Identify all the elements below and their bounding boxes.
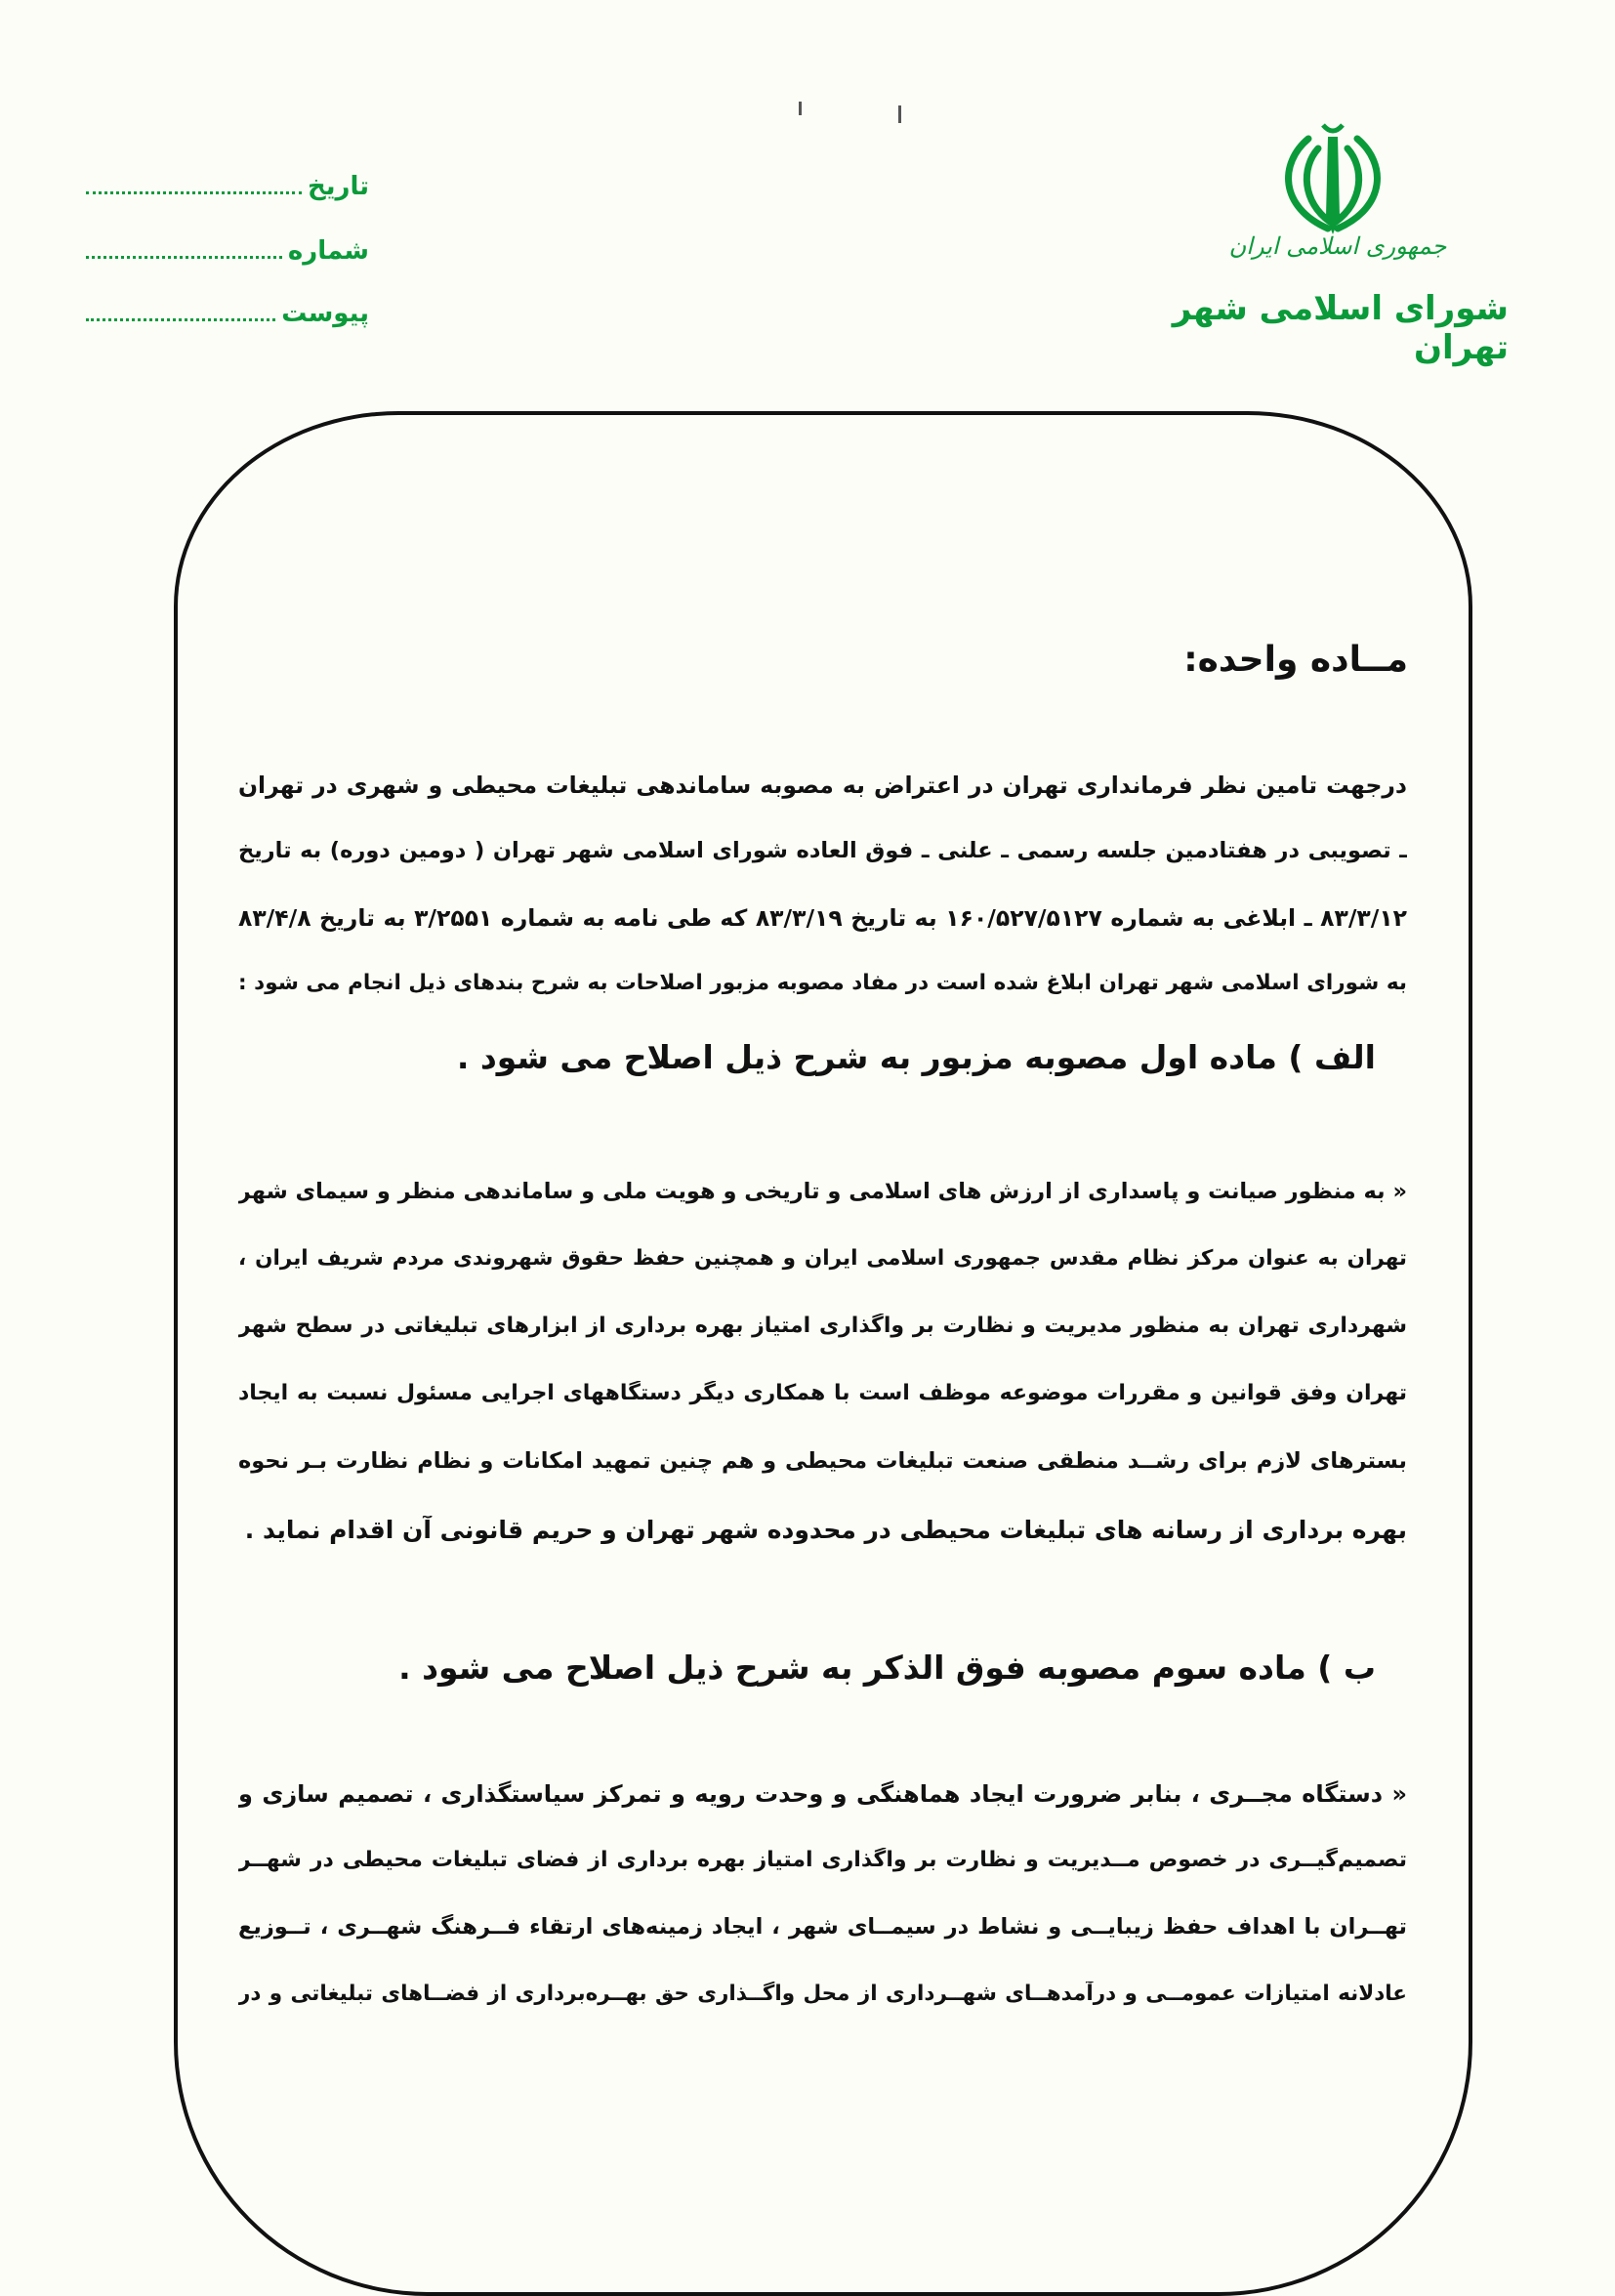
organization-name: شورای اسلامی شهر تهران <box>1172 289 1509 367</box>
paragraph1-line: به شورای اسلامی شهر تهران ابلاغ شده است در مفاد مصوبه مزبور اصلاحات به شرح بندهای ذیل انجام می شود : <box>238 971 1407 995</box>
emblem-caption: جمهوری اسلامی ایران <box>1228 232 1447 260</box>
paragraph1-line: ۸۳/۳/۱۲ ـ ابلاغی به شماره ۱۶۰/۵۲۷/۵۱۲۷ به تاریخ ۸۳/۳/۱۹ که طی نامه به شماره ۳/۲۵۵۱ به تاریخ ۸۳/۴/۸ <box>238 904 1407 932</box>
attachment-dotted-line <box>86 318 275 321</box>
section-a-heading: الف ) ماده اول مصوبه مزبور به شرح ذیل اصلاح می شود . <box>456 1038 1376 1076</box>
paragraph2-line: بهره برداری از رسانه های تبلیغات محیطی در محدوده شهر تهران و حریم قانونی آن اقدام نماید . <box>244 1516 1407 1544</box>
paragraph3-line: تصمیم‌گیــری در خصوص مــدیریت و نظارت بر واگذاری امتیاز بهره برداری از فضای تبلیغات محیطی در شهــر <box>238 1848 1407 1872</box>
paragraph2-line: تهران به عنوان مرکز نظام مقدس جمهوری اسلامی ایران و همچنین حفظ حقوق شهروندی مردم شریف ایران ، <box>238 1246 1407 1271</box>
number-label: شماره <box>287 236 369 266</box>
section-b-heading: ب ) ماده سوم مصوبه فوق الذکر به شرح ذیل اصلاح می شود . <box>398 1649 1376 1687</box>
attachment-label: پیوست <box>281 299 369 328</box>
scan-speck <box>898 105 901 123</box>
paragraph2-line: تهران وفق قوانین و مقررات موضوعه موظف است با همکاری دیگر دستگاههای اجرایی مسئول نسبت به ایجاد <box>238 1381 1407 1405</box>
content-frame <box>174 411 1472 2296</box>
paragraph1-line: ـ تصویبی در هفتادمین جلسه رسمی ـ علنی ـ فوق العاده شورای اسلامی شهر تهران ( دومین دوره) به تاریخ <box>238 838 1407 863</box>
paragraph3-line: عادلانه امتیازات عمومــی و درآمدهــای شهــرداری از محل واگــذاری حق بهــره‌برداری از فضــاهای تبلیغاتی و در <box>238 1982 1407 2006</box>
date-field <box>86 172 369 201</box>
date-dotted-line <box>86 191 302 194</box>
attachment-field <box>86 299 369 328</box>
paragraph3-line: تهــران با اهداف حفظ زیبایــی و نشاط در سیمــای شهر ، ایجاد زمینه‌های ارتقاء فــرهنگ شهــری ، تــوزیع <box>238 1914 1407 1940</box>
paragraph2-line: شهرداری تهران به منظور مدیریت و نظارت بر واگذاری امتیاز بهره برداری از ابزارهای تبلیغاتی در سطح شهر <box>238 1314 1407 1338</box>
paragraph2-line: بسترهای لازم برای رشــد منطقی صنعت تبلیغات محیطی و هم چنین تمهید امکانات و نظام نظارت بـر نحوه <box>238 1448 1407 1474</box>
number-dotted-line <box>86 256 282 259</box>
iran-emblem-icon <box>1269 119 1396 246</box>
paragraph3-line: « دستگاه مجــری ، بنابر ضرورت ایجاد هماهنگی و وحدت رویه و تمرکز سیاستگذاری ، تصمیم سازی و <box>238 1780 1407 1808</box>
paragraph2-line: « به منظور صیانت و پاسداری از ارزش های اسلامی و تاریخی و هویت ملی و ساماندهی منظر و سیمای شهر <box>238 1179 1407 1204</box>
article-title: مــاده واحده: <box>1183 640 1408 680</box>
paragraph1-line: درجهت تامین نظر فرمانداری تهران در اعتراض به مصوبه ساماندهی تبلیغات محیطی و شهری در تهران <box>238 772 1407 799</box>
date-label: تاریخ <box>308 172 369 201</box>
scan-speck <box>799 102 802 115</box>
number-field <box>86 236 369 266</box>
